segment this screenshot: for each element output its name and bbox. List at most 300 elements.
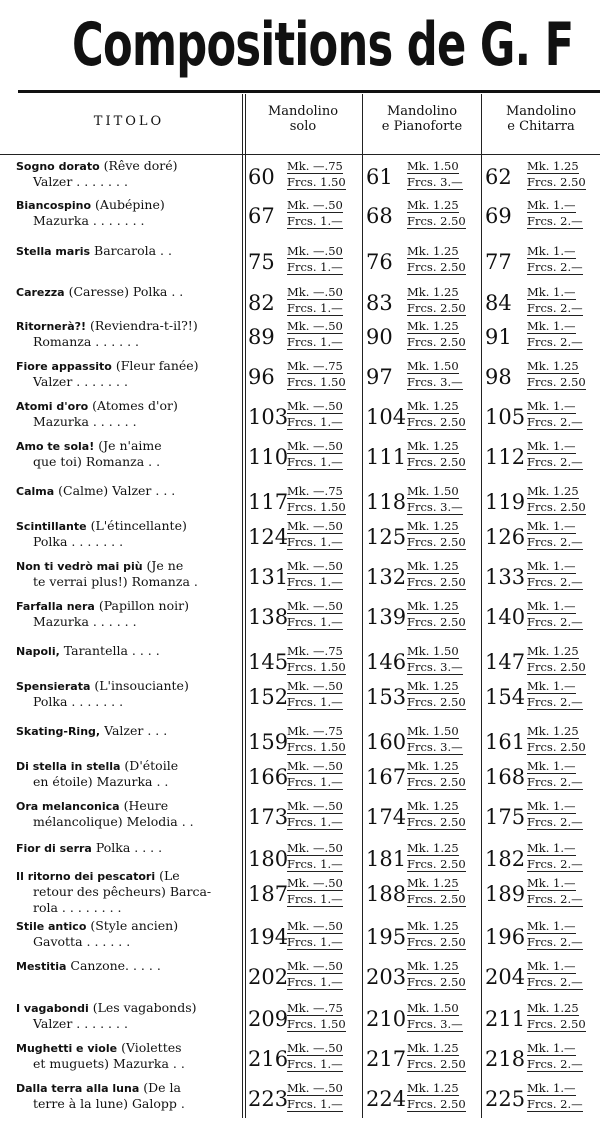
table-row [0, 1000, 600, 1034]
price-mark: Mk. 1.25 [407, 679, 459, 693]
edition-number: 62 [485, 165, 512, 189]
price-franc: Frcs. 2.— [527, 892, 583, 906]
price-franc: Frcs. 1.— [287, 975, 343, 989]
edition-number: 218 [485, 1047, 526, 1071]
edition-number: 90 [366, 325, 393, 349]
edition-number: 60 [248, 165, 275, 189]
price-mark: Mk. —.50 [287, 519, 343, 533]
price-mark: Mk. 1.— [527, 876, 576, 890]
header-mandolino-pianoforte [364, 104, 480, 134]
price-franc: Frcs. 2.50 [407, 615, 466, 629]
price-mark: Mk. —.50 [287, 679, 343, 693]
composition-name: Carezza [16, 286, 65, 299]
price-mark: Mk. 1.25 [407, 399, 459, 413]
edition-number: 210 [366, 1007, 407, 1031]
edition-number: 196 [485, 925, 526, 949]
price-mark: Mk. 1.— [527, 285, 576, 299]
price-franc: Frcs. 2.— [527, 775, 583, 789]
price-franc: Frcs. 1.50 [287, 175, 346, 189]
composition-title [16, 643, 240, 660]
price-franc: Frcs. 2.50 [407, 335, 466, 349]
price-mark: Mk. 1.— [527, 198, 576, 212]
composition-subtitle: (L'insouciante) [90, 678, 189, 693]
edition-number: 168 [485, 765, 526, 789]
edition-number: 147 [485, 650, 526, 674]
price-franc: Frcs. 1.— [287, 535, 343, 549]
price-mark: Mk. 1.25 [407, 1041, 459, 1055]
table-row [0, 197, 600, 231]
edition-number: 69 [485, 204, 512, 228]
composition-name: Mestitia [16, 960, 67, 973]
composition-line2: que toi) Romanza . . [33, 454, 161, 469]
table-row [0, 398, 600, 432]
composition-title [16, 598, 240, 615]
price-franc: Frcs. 2.50 [407, 1097, 466, 1111]
edition-number: 216 [248, 1047, 289, 1071]
header-titolo: TITOLO [93, 114, 165, 129]
price-franc: Frcs. 1.— [287, 615, 343, 629]
price-franc: Frcs. 2.50 [407, 935, 466, 949]
price-franc: Frcs. 2.— [527, 815, 583, 829]
composition-subtitle: Canzone. . . . . [66, 958, 161, 973]
composition-title [16, 1040, 240, 1057]
price-franc: Frcs. 2.— [527, 260, 583, 274]
price-franc: Frcs. 2.50 [527, 375, 586, 389]
price-mark: Mk. 1.50 [407, 359, 459, 373]
composition-title [16, 1080, 240, 1097]
edition-number: 217 [366, 1047, 407, 1071]
price-franc: Frcs. 2.— [527, 535, 583, 549]
header-line: Mandolino [505, 104, 577, 119]
edition-number: 209 [248, 1007, 289, 1031]
composition-subtitle: (Le [155, 868, 180, 883]
composition-name: Stella maris [16, 245, 91, 258]
composition-title [16, 918, 240, 935]
edition-number: 83 [366, 291, 393, 315]
edition-number: 154 [485, 685, 526, 709]
price-mark: Mk. 1.50 [407, 1001, 459, 1015]
composition-subtitle: (Les vagabonds) [88, 1000, 197, 1015]
price-mark: Mk. 1.— [527, 599, 576, 613]
composition-subtitle: (Fleur fanée) [111, 358, 199, 373]
price-mark: Mk. 1.— [527, 244, 576, 258]
price-mark: Mk. 1.25 [407, 198, 459, 212]
price-franc: Frcs. 2.50 [407, 892, 466, 906]
price-franc: Frcs. 2.50 [407, 535, 466, 549]
price-mark: Mk. 1.25 [407, 876, 459, 890]
price-mark: Mk. —.50 [287, 599, 343, 613]
price-mark: Mk. —.50 [287, 759, 343, 773]
composition-title [16, 284, 240, 301]
header-line: Mandolino [386, 104, 458, 119]
price-mark: Mk. —.50 [287, 244, 343, 258]
edition-number: 61 [366, 165, 393, 189]
composition-name: Fiore appassito [16, 360, 112, 373]
price-franc: Frcs. 2.50 [527, 740, 586, 754]
edition-number: 161 [485, 730, 526, 754]
composition-title [16, 678, 240, 695]
edition-number: 110 [248, 445, 289, 469]
composition-name: Amo te sola! [16, 440, 95, 453]
edition-number: 75 [248, 250, 275, 274]
composition-line2: Mazurka . . . . . . [33, 414, 137, 429]
price-mark: Mk. —.75 [287, 484, 343, 498]
edition-number: 125 [366, 525, 407, 549]
composition-line2: retour des pêcheurs) Barca- [33, 884, 212, 899]
price-franc: Frcs. 2.50 [407, 301, 466, 315]
edition-number: 181 [366, 847, 407, 871]
price-mark: Mk. —.75 [287, 644, 343, 658]
composition-subtitle: (Je ne [142, 558, 184, 573]
composition-name: Non ti vedrò mai più [16, 560, 143, 573]
price-franc: Frcs. 1.50 [287, 1017, 346, 1031]
price-franc: Frcs. 1.— [287, 1097, 343, 1111]
edition-number: 126 [485, 525, 526, 549]
price-mark: Mk. 1.— [527, 439, 576, 453]
composition-title [16, 518, 240, 535]
table-row [0, 598, 600, 632]
table-row [0, 868, 600, 916]
composition-title [16, 358, 240, 375]
price-franc: Frcs. 1.— [287, 575, 343, 589]
price-mark: Mk. 1.50 [407, 159, 459, 173]
composition-line2: Valzer . . . . . . . [33, 174, 128, 189]
composition-subtitle: (Reviendra-t-il?!) [86, 318, 198, 333]
composition-name: Fior di serra [16, 842, 92, 855]
price-mark: Mk. 1.25 [407, 959, 459, 973]
price-franc: Frcs. 1.— [287, 1057, 343, 1071]
edition-number: 145 [248, 650, 289, 674]
edition-number: 153 [366, 685, 407, 709]
composition-subtitle: (Je n'aime [94, 438, 162, 453]
price-mark: Mk. 1.25 [407, 799, 459, 813]
price-franc: Frcs. 2.— [527, 857, 583, 871]
price-mark: Mk. 1.50 [407, 484, 459, 498]
composition-subtitle: (L'étincellante) [86, 518, 187, 533]
composition-title [16, 758, 240, 775]
composition-subtitle: (Violettes [117, 1040, 182, 1055]
table-row [0, 958, 600, 992]
price-franc: Frcs. 2.50 [527, 175, 586, 189]
edition-number: 67 [248, 204, 275, 228]
price-mark: Mk. 1.25 [527, 159, 579, 173]
edition-number: 152 [248, 685, 289, 709]
composition-name: Skating-Ring, [16, 725, 101, 738]
edition-number: 124 [248, 525, 289, 549]
price-franc: Frcs. 2.— [527, 975, 583, 989]
price-mark: Mk. 1.25 [527, 484, 579, 498]
composition-title [16, 958, 240, 975]
edition-number: 91 [485, 325, 512, 349]
edition-number: 211 [485, 1007, 526, 1031]
price-mark: Mk. —.75 [287, 724, 343, 738]
edition-number: 187 [248, 882, 289, 906]
composition-name: Ora melanconica [16, 800, 120, 813]
price-franc: Frcs. 2.— [527, 415, 583, 429]
price-franc: Frcs. 1.— [287, 935, 343, 949]
edition-number: 203 [366, 965, 407, 989]
edition-number: 180 [248, 847, 289, 871]
edition-number: 166 [248, 765, 289, 789]
price-mark: Mk. 1.— [527, 519, 576, 533]
price-mark: Mk. 1.— [527, 841, 576, 855]
price-franc: Frcs. 2.50 [407, 815, 466, 829]
table-row [0, 758, 600, 792]
price-franc: Frcs. 2.50 [527, 660, 586, 674]
price-franc: Frcs. 1.— [287, 260, 343, 274]
price-mark: Mk. —.50 [287, 559, 343, 573]
composition-name: Biancospino [16, 199, 92, 212]
composition-name: Calma [16, 485, 55, 498]
edition-number: 112 [485, 445, 526, 469]
edition-number: 118 [366, 490, 407, 514]
table-row [0, 318, 600, 352]
composition-name: Stile antico [16, 920, 87, 933]
title-rule [18, 90, 600, 93]
edition-number: 159 [248, 730, 289, 754]
composition-title [16, 483, 240, 500]
price-mark: Mk. 1.— [527, 399, 576, 413]
composition-line2: Romanza . . . . . . [33, 334, 140, 349]
price-franc: Frcs. 1.50 [287, 375, 346, 389]
price-mark: Mk. —.75 [287, 159, 343, 173]
edition-number: 189 [485, 882, 526, 906]
composition-title [16, 798, 240, 815]
composition-subtitle: (Style ancien) [86, 918, 179, 933]
composition-line2: te verrai plus!) Romanza . [33, 574, 198, 589]
composition-name: Dalla terra alla luna [16, 1082, 140, 1095]
price-mark: Mk. 1.— [527, 1081, 576, 1095]
composition-name: I vagabondi [16, 1002, 89, 1015]
composition-line3: rola . . . . . . . . [33, 900, 122, 915]
composition-subtitle: (Atomes d'or) [88, 398, 178, 413]
composition-name: Mughetti e viole [16, 1042, 118, 1055]
composition-subtitle: Valzer . . . [100, 723, 168, 738]
price-franc: Frcs. 2.50 [527, 500, 586, 514]
edition-number: 104 [366, 405, 407, 429]
composition-subtitle: (Heure [119, 798, 169, 813]
price-franc: Frcs. 2.50 [407, 695, 466, 709]
header-mandolino-solo [245, 104, 361, 134]
price-franc: Frcs. 2.— [527, 1057, 583, 1071]
price-mark: Mk. 1.25 [407, 1081, 459, 1095]
price-mark: Mk. 1.50 [407, 644, 459, 658]
edition-number: 160 [366, 730, 407, 754]
price-franc: Frcs. 1.— [287, 892, 343, 906]
composition-title [16, 723, 240, 740]
header-line: e Chitarra [507, 119, 575, 134]
edition-number: 223 [248, 1087, 289, 1111]
composition-name: Il ritorno dei pescatori [16, 870, 156, 883]
edition-number: 97 [366, 365, 393, 389]
table-row [0, 358, 600, 392]
price-mark: Mk. —.50 [287, 799, 343, 813]
price-franc: Frcs. 1.— [287, 335, 343, 349]
composition-subtitle: (De la [139, 1080, 181, 1095]
price-franc: Frcs. 2.50 [407, 775, 466, 789]
table-row [0, 798, 600, 832]
edition-number: 175 [485, 805, 526, 829]
price-mark: Mk. —.50 [287, 876, 343, 890]
edition-number: 68 [366, 204, 393, 228]
price-mark: Mk. 1.— [527, 799, 576, 813]
price-mark: Mk. 1.25 [407, 319, 459, 333]
table-row [0, 723, 600, 757]
price-mark: Mk. 1.25 [407, 919, 459, 933]
price-mark: Mk. —.50 [287, 439, 343, 453]
composition-line2: Mazurka . . . . . . [33, 614, 137, 629]
price-mark: Mk. —.50 [287, 841, 343, 855]
price-mark: Mk. 1.— [527, 559, 576, 573]
price-franc: Frcs. 2.50 [407, 260, 466, 274]
composition-subtitle: (Aubépine) [91, 197, 165, 212]
price-franc: Frcs. 3.— [407, 660, 463, 674]
table-row [0, 483, 600, 517]
price-franc: Frcs. 3.— [407, 1017, 463, 1031]
price-mark: Mk. 1.25 [527, 724, 579, 738]
price-mark: Mk. 1.— [527, 679, 576, 693]
price-mark: Mk. 1.50 [407, 724, 459, 738]
price-franc: Frcs. 2.50 [527, 1017, 586, 1031]
price-mark: Mk. 1.25 [527, 644, 579, 658]
edition-number: 188 [366, 882, 407, 906]
composition-name: Atomi d'oro [16, 400, 89, 413]
price-mark: Mk. 1.25 [407, 841, 459, 855]
edition-number: 224 [366, 1087, 407, 1111]
price-franc: Frcs. 1.— [287, 455, 343, 469]
price-mark: Mk. 1.25 [407, 285, 459, 299]
table-row [0, 918, 600, 952]
composition-subtitle: (Papillon noir) [94, 598, 189, 613]
price-franc: Frcs. 3.— [407, 500, 463, 514]
price-franc: Frcs. 2.50 [407, 575, 466, 589]
price-franc: Frcs. 1.— [287, 301, 343, 315]
composition-line2: Polka . . . . . . . [33, 694, 124, 709]
edition-number: 195 [366, 925, 407, 949]
price-mark: Mk. —.50 [287, 399, 343, 413]
price-franc: Frcs. 1.50 [287, 740, 346, 754]
price-mark: Mk. —.75 [287, 359, 343, 373]
price-franc: Frcs. 2.— [527, 935, 583, 949]
edition-number: 133 [485, 565, 526, 589]
price-franc: Frcs. 1.— [287, 415, 343, 429]
edition-number: 132 [366, 565, 407, 589]
price-mark: Mk. 1.— [527, 959, 576, 973]
header-mandolino-chitarra [483, 104, 599, 134]
price-mark: Mk. 1.— [527, 1041, 576, 1055]
composition-subtitle: Barcarola . . [90, 243, 172, 258]
price-franc: Frcs. 2.— [527, 1097, 583, 1111]
edition-number: 146 [366, 650, 407, 674]
composition-subtitle: Tarantella . . . . [59, 643, 160, 658]
page-title: Compositions de G. F [72, 10, 574, 80]
price-franc: Frcs. 2.50 [407, 1057, 466, 1071]
composition-name: Scintillante [16, 520, 87, 533]
price-mark: Mk. —.75 [287, 1001, 343, 1015]
table-row [0, 558, 600, 592]
composition-name: Ritornerà?! [16, 320, 87, 333]
edition-number: 82 [248, 291, 275, 315]
price-franc: Frcs. 2.— [527, 695, 583, 709]
table-row [0, 518, 600, 552]
edition-number: 98 [485, 365, 512, 389]
edition-number: 139 [366, 605, 407, 629]
composition-title [16, 158, 240, 175]
price-mark: Mk. 1.25 [407, 759, 459, 773]
composition-subtitle: (Calme) Valzer . . . [54, 483, 176, 498]
composition-line2: Mazurka . . . . . . . [33, 213, 145, 228]
price-mark: Mk. 1.— [527, 759, 576, 773]
price-mark: Mk. 1.25 [527, 1001, 579, 1015]
edition-number: 111 [366, 445, 407, 469]
composition-title [16, 558, 240, 575]
composition-subtitle: (Caresse) Polka . . [64, 284, 184, 299]
composition-name: Di stella in stella [16, 760, 121, 773]
price-franc: Frcs. 2.50 [407, 975, 466, 989]
composition-title [16, 438, 240, 455]
composition-name: Napoli, [16, 645, 60, 658]
price-mark: Mk. 1.25 [527, 359, 579, 373]
edition-number: 119 [485, 490, 526, 514]
price-franc: Frcs. 3.— [407, 740, 463, 754]
price-franc: Frcs. 1.— [287, 815, 343, 829]
table-row [0, 678, 600, 712]
edition-number: 76 [366, 250, 393, 274]
price-franc: Frcs. 3.— [407, 175, 463, 189]
edition-number: 89 [248, 325, 275, 349]
edition-number: 182 [485, 847, 526, 871]
price-mark: Mk. 1.25 [407, 244, 459, 258]
price-franc: Frcs. 2.50 [407, 455, 466, 469]
header-line: Mandolino [267, 104, 339, 119]
price-mark: Mk. —.50 [287, 959, 343, 973]
composition-name: Sogno dorato [16, 160, 100, 173]
price-franc: Frcs. 2.— [527, 301, 583, 315]
price-franc: Frcs. 2.— [527, 214, 583, 228]
table-row [0, 1040, 600, 1074]
edition-number: 117 [248, 490, 289, 514]
edition-number: 225 [485, 1087, 526, 1111]
composition-name: Farfalla nera [16, 600, 95, 613]
composition-name: Spensierata [16, 680, 91, 693]
table-row [0, 438, 600, 472]
price-franc: Frcs. 3.— [407, 375, 463, 389]
table-row [0, 643, 600, 677]
composition-title [16, 1000, 240, 1017]
composition-subtitle: (Rêve doré) [99, 158, 178, 173]
edition-number: 84 [485, 291, 512, 315]
composition-line2: terre à la lune) Galopp . [33, 1096, 185, 1111]
edition-number: 140 [485, 605, 526, 629]
composition-title [16, 840, 240, 857]
price-franc: Frcs. 2.— [527, 455, 583, 469]
composition-line2: en étoile) Mazurka . . [33, 774, 169, 789]
edition-number: 202 [248, 965, 289, 989]
edition-number: 174 [366, 805, 407, 829]
composition-line2: Valzer . . . . . . . [33, 374, 128, 389]
edition-number: 138 [248, 605, 289, 629]
edition-number: 204 [485, 965, 526, 989]
price-franc: Frcs. 2.50 [407, 214, 466, 228]
composition-subtitle: Polka . . . . [91, 840, 163, 855]
edition-number: 103 [248, 405, 289, 429]
price-franc: Frcs. 1.— [287, 857, 343, 871]
edition-number: 96 [248, 365, 275, 389]
price-franc: Frcs. 1.— [287, 695, 343, 709]
price-mark: Mk. —.50 [287, 919, 343, 933]
edition-number: 173 [248, 805, 289, 829]
price-franc: Frcs. 2.50 [407, 857, 466, 871]
